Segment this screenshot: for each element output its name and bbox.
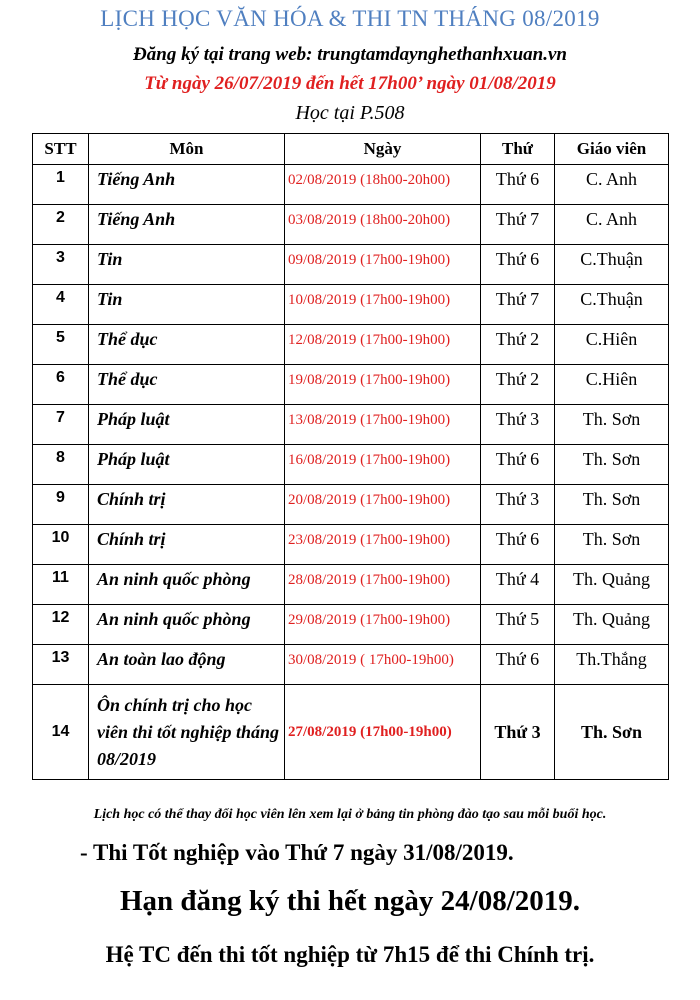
date-cell: 10/08/2019 (17h00-19h00) (285, 285, 481, 325)
teacher-cell: Th. Sơn (555, 525, 669, 565)
subject-cell: Tiếng Anh (89, 165, 285, 205)
table-row (33, 365, 669, 405)
row-number: 10 (33, 525, 89, 565)
table-row (33, 685, 669, 780)
row-number: 3 (33, 245, 89, 285)
date-cell: 28/08/2019 (17h00-19h00) (285, 565, 481, 605)
schedule-table (32, 133, 669, 780)
table-row (33, 165, 669, 205)
table-row (33, 565, 669, 605)
subject-cell: Ôn chính trị cho học viên thi tốt nghiệp tháng 08/2019 (89, 685, 285, 780)
teacher-cell: Th. Quảng (555, 605, 669, 645)
teacher-cell: C. Anh (555, 165, 669, 205)
schedule-change-note: Lịch học có thể thay đổi học viên lên xem lại ở bảng tin phòng đào tạo sau mỗi buổi học. (93, 807, 607, 822)
table-row (33, 525, 669, 565)
row-number: 5 (33, 325, 89, 365)
table-row (33, 405, 669, 445)
teacher-cell: C.Hiên (555, 365, 669, 405)
date-cell: 03/08/2019 (18h00-20h00) (285, 205, 481, 245)
weekday-cell: Thứ 2 (481, 365, 555, 405)
date-cell: 29/08/2019 (17h00-19h00) (285, 605, 481, 645)
teacher-cell: Th. Quảng (555, 565, 669, 605)
date-cell: 20/08/2019 (17h00-19h00) (285, 485, 481, 525)
subject-cell: Tiếng Anh (89, 205, 285, 245)
teacher-cell: C.Thuận (555, 285, 669, 325)
table-row (33, 605, 669, 645)
subject-cell: Chính trị (89, 485, 285, 525)
table-row (33, 645, 669, 685)
table-row (33, 245, 669, 285)
row-number: 4 (33, 285, 89, 325)
weekday-cell: Thứ 3 (481, 685, 555, 780)
weekday-cell: Thứ 6 (481, 445, 555, 485)
date-cell: 09/08/2019 (17h00-19h00) (285, 245, 481, 285)
teacher-cell: Th. Sơn (555, 485, 669, 525)
subject-cell: Pháp luật (89, 445, 285, 485)
teacher-cell: C.Hiên (555, 325, 669, 365)
exam-arrival-line: Hệ TC đến thi tốt nghiệp từ 7h15 để thi Chính trị. (105, 942, 595, 967)
registration-period-line: Từ ngày 26/07/2019 đến hết 17h00’ ngày 01/08/2019 (144, 73, 556, 94)
subject-cell: Thể dục (89, 365, 285, 405)
subject-cell: An toàn lao động (89, 645, 285, 685)
row-number: 6 (33, 365, 89, 405)
date-cell: 02/08/2019 (18h00-20h00) (285, 165, 481, 205)
column-header-date: Ngày (285, 134, 481, 165)
weekday-cell: Thứ 3 (481, 405, 555, 445)
teacher-cell: Th. Sơn (555, 445, 669, 485)
weekday-cell: Thứ 4 (481, 565, 555, 605)
row-number: 12 (33, 605, 89, 645)
date-cell: 13/08/2019 (17h00-19h00) (285, 405, 481, 445)
row-number: 8 (33, 445, 89, 485)
table-row (33, 325, 669, 365)
date-cell: 19/08/2019 (17h00-19h00) (285, 365, 481, 405)
page-title: LỊCH HỌC VĂN HÓA & THI TN THÁNG 08/2019 (100, 6, 600, 31)
subject-cell: Chính trị (89, 525, 285, 565)
subject-cell: Pháp luật (89, 405, 285, 445)
subject-cell: Tin (89, 245, 285, 285)
register-website-line: Đăng ký tại trang web: trungtamdaynghethanhxuan.vn (133, 44, 567, 65)
row-number: 2 (33, 205, 89, 245)
row-number: 11 (33, 565, 89, 605)
subject-cell: An ninh quốc phòng (89, 565, 285, 605)
weekday-cell: Thứ 6 (481, 525, 555, 565)
subject-cell: Thể dục (89, 325, 285, 365)
date-cell: 27/08/2019 (17h00-19h00) (285, 685, 481, 780)
date-cell: 12/08/2019 (17h00-19h00) (285, 325, 481, 365)
weekday-cell: Thứ 5 (481, 605, 555, 645)
weekday-cell: Thứ 6 (481, 645, 555, 685)
row-number: 1 (33, 165, 89, 205)
registration-deadline: Hạn đăng ký thi hết ngày 24/08/2019. (119, 885, 581, 917)
row-number: 13 (33, 645, 89, 685)
row-number: 14 (33, 685, 89, 780)
table-row (33, 485, 669, 525)
table-header-row (33, 134, 669, 165)
column-header-weekday: Thứ (481, 134, 555, 165)
column-header-stt: STT (33, 134, 89, 165)
table-row (33, 205, 669, 245)
column-header-subject: Môn (89, 134, 285, 165)
subject-cell: Tin (89, 285, 285, 325)
teacher-cell: Th.Thắng (555, 645, 669, 685)
date-cell: 30/08/2019 ( 17h00-19h00) (285, 645, 481, 685)
teacher-cell: Th. Sơn (555, 405, 669, 445)
graduation-exam-line: - Thi Tốt nghiệp vào Thứ 7 ngày 31/08/2019. (80, 840, 514, 865)
weekday-cell: Thứ 7 (481, 205, 555, 245)
teacher-cell: C. Anh (555, 205, 669, 245)
teacher-cell: Th. Sơn (555, 685, 669, 780)
table-body (33, 165, 669, 780)
teacher-cell: C.Thuận (555, 245, 669, 285)
weekday-cell: Thứ 2 (481, 325, 555, 365)
table-row (33, 285, 669, 325)
row-number: 9 (33, 485, 89, 525)
subject-cell: An ninh quốc phòng (89, 605, 285, 645)
date-cell: 16/08/2019 (17h00-19h00) (285, 445, 481, 485)
table-row (33, 445, 669, 485)
weekday-cell: Thứ 6 (481, 165, 555, 205)
weekday-cell: Thứ 3 (481, 485, 555, 525)
date-cell: 23/08/2019 (17h00-19h00) (285, 525, 481, 565)
weekday-cell: Thứ 6 (481, 245, 555, 285)
row-number: 7 (33, 405, 89, 445)
weekday-cell: Thứ 7 (481, 285, 555, 325)
room-line: Học tại P.508 (295, 102, 405, 124)
column-header-teacher: Giáo viên (555, 134, 669, 165)
